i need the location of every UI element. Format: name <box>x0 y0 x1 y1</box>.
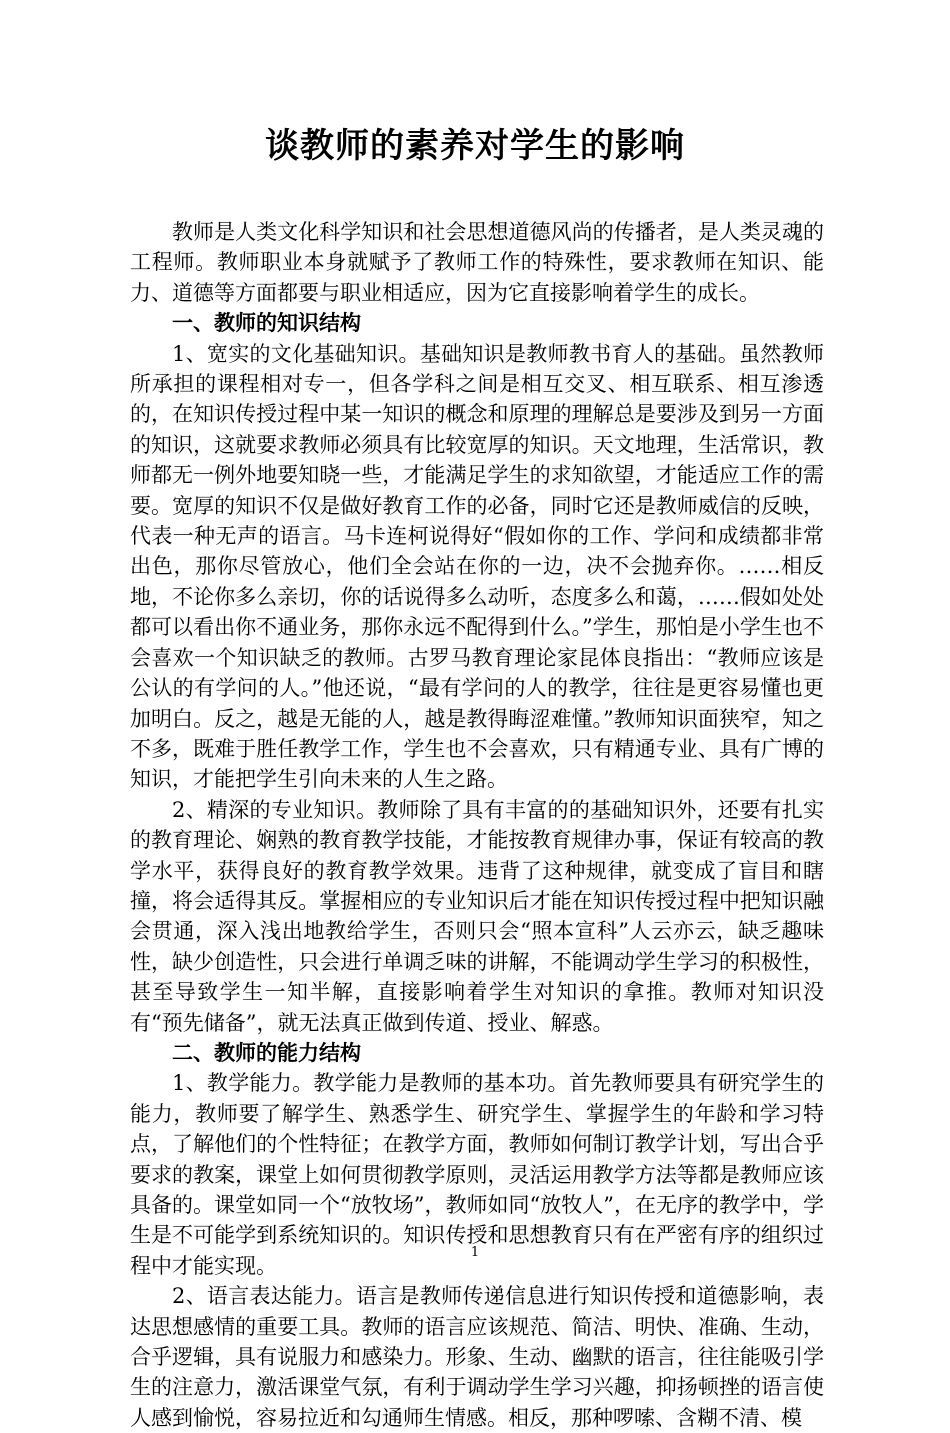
paragraph-teaching-ability: 1、教学能力。教学能力是教师的基本功。首先教师要具有研究学生的能力，教师要了解学生、熟悉学生、研究学生、掌握学生的年龄和学习特点，了解他们的个性特征；在教学方面，教师如何制订教学计划，写出合乎要求的教案，课堂上如何贯彻教学原则，灵活运用教学方法等都是教师应该具备的。课堂如同一个“放牧场”，教师如同“放牧人”，在无序的教学中，学生是不可能学到系统知识的。知识传授和思想教育只有在严密有序的组织过程中才能实现。 <box>130 1071 824 1278</box>
paragraph-basic-knowledge: 1、宽实的文化基础知识。基础知识是教师教书育人的基础。虽然教师所承担的课程相对专一，但各学科之间是相互交叉、相互联系、相互渗透的，在知识传授过程中某一知识的概念和原理的理解总是要涉及到另一方面的知识，这就要求教师必须具有比较宽厚的知识。天文地理，生活常识，教师都无一例外地要知晓一些，才能满足学生的求知欲望，才能适应工作的需要。宽厚的知识不仅是做好教育工作的必备，同时它还是教师威信的反映，代表一种无声的语言。马卡连柯说得好“假如你的工作、学问和成绩都非常出色，那你尽管放心，他们全会站在你的一边，决不会抛弃你。……相反地，不论你多么亲切，你的话说得多么动听，态度多么和蔼，……假如处处都可以看出你不通业务，那你永远不配得到什么。”学生，那怕是小学生也不会喜欢一个知识缺乏的教师。古罗马教育理论家昆体良指出：“教师应该是公认的有学问的人。”他还说，“最有学问的人的教学，往往是更容易懂也更加明白。反之，越是无能的人，越是教得晦涩难懂。”教师知识面狭窄，知之不多，既难于胜任教学工作，学生也不会喜欢，只有精通专业、具有广博的知识，才能把学生引向未来的人生之路。 <box>130 341 824 792</box>
page-number: 1 <box>470 1245 480 1260</box>
intro-paragraph: 教师是人类文化科学知识和社会思想道德风尚的传播者，是人类灵魂的工程师。教师职业本身就赋予了教师工作的特殊性，要求教师在知识、能力、道德等方面都要与职业相适应，因为它直接影响着学生的成长。 <box>130 220 824 305</box>
paragraph-professional-knowledge: 2、精深的专业知识。教师除了具有丰富的的基础知识外，还要有扎实的教育理论、娴熟的教育教学技能，才能按教育规律办事，保证有较高的教学水平，获得良好的教育教学效果。违背了这种规律，就变成了盲目和瞎撞，将会适得其反。掌握相应的专业知识后才能在知识传授过程中把知识融会贯通，深入浅出地教给学生，否则只会“照本宣科”人云亦云，缺乏趣味性，缺少创造性，只会进行单调乏味的讲解，不能调动学生学习的积极性，甚至导致学生一知半解，直接影响着学生对知识的拿推。教师对知识没有“预先储备”，就无法真正做到传道、授业、解惑。 <box>130 797 824 1035</box>
document-title: 谈教师的素养对学生的影响 <box>265 126 685 166</box>
section-heading-ability: 二、教师的能力结构 <box>172 1039 361 1065</box>
section-heading-knowledge: 一、教师的知识结构 <box>172 310 361 336</box>
paragraph-language-ability: 2、语言表达能力。语言是教师传递信息进行知识传授和道德影响，表达思想感情的重要工具。教师的语言应该规范、简洁、明快、准确、生动，合乎逻辑，具有说服力和感染力。形象、生动、幽默的语言，往往能吸引学生的注意力，激活课堂气氛，有利于调动学生学习兴趣，抑扬顿挫的语言使人感到愉悦，容易拉近和勾通师生情感。相反，那种啰嗦、含糊不清、模 <box>130 1284 824 1430</box>
